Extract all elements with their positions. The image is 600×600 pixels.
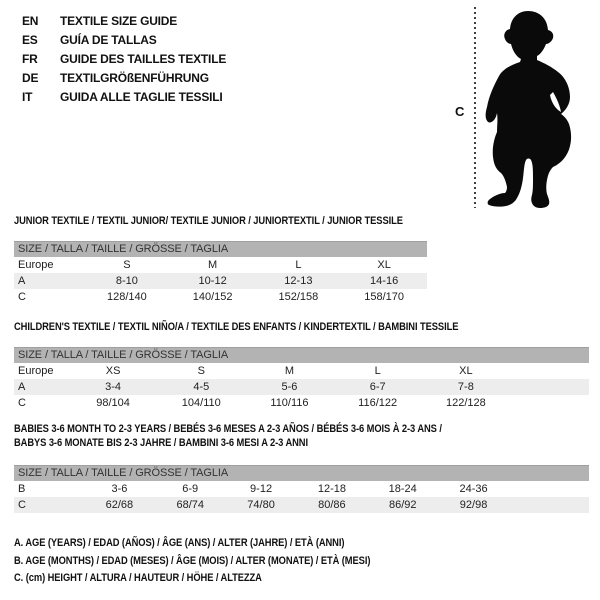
height-measure-dotted-line: [474, 7, 476, 208]
language-row: [22, 30, 226, 49]
row-label-cell: A: [18, 381, 26, 393]
language-title-block: [22, 11, 226, 106]
language-row: [22, 49, 226, 68]
height-measure-label: C: [455, 104, 465, 119]
value-cell: 68/74: [176, 499, 204, 511]
value-cell: L: [295, 259, 302, 271]
section-title-line: CHILDREN'S TEXTILE / TEXTIL NIÑO/A / TEXTILE DES ENFANTS / KINDERTEXTIL / BAMBINI TESSILE: [14, 321, 459, 333]
value-cell: M: [208, 259, 218, 271]
legend-block: [14, 535, 433, 588]
spacer-cell: [510, 379, 589, 395]
value-cell: 9-12: [250, 483, 273, 495]
table-row: [14, 481, 589, 497]
language-code: FR: [22, 51, 38, 66]
section-title-line: BABYS 3-6 MONATE BIS 2-3 JAHRE / BAMBINI 3-6 MESI A 2-3 ANNI: [14, 436, 308, 449]
section-title-line: JUNIOR TEXTILE / TEXTIL JUNIOR/ TEXTILE JUNIOR / JUNIORTEXTIL / JUNIOR TESSILE: [14, 215, 403, 227]
language-code: DE: [22, 70, 39, 85]
section-title-line: BABIES 3-6 MONTH TO 2-3 YEARS / BEBÉS 3-6 MESES A 2-3 AÑOS / BÉBÉS 3-6 MOIS À 2-3 ANS /: [14, 423, 442, 435]
value-cell: 110/116: [270, 397, 309, 409]
value-cell: 4-5: [193, 381, 210, 393]
language-code: ES: [22, 32, 38, 47]
section-title: [14, 321, 537, 335]
table-row: [14, 289, 427, 305]
spacer-cell: [510, 395, 589, 411]
value-cell: 116/122: [358, 397, 398, 409]
value-cell: 122/128: [445, 397, 486, 409]
baby-silhouette-icon: [484, 8, 576, 208]
legend-line: B. AGE (MONTHS) / EDAD (MESES) / ÂGE (MOIS) / ALTER (MONATE) / ETÀ (MESI): [14, 554, 371, 567]
value-cell: M: [284, 365, 295, 377]
value-cell: 8-10: [115, 275, 138, 287]
value-cell: 74/80: [247, 499, 275, 511]
value-cell: 6-9: [182, 483, 199, 495]
language-title: GUIDA ALLE TAGLIE TESSILI: [60, 89, 223, 104]
spacer-cell: [509, 497, 589, 513]
size-data-table: [14, 257, 427, 305]
value-cell: 62/68: [105, 499, 134, 511]
spacer-cell: [509, 481, 589, 497]
language-code: EN: [22, 13, 39, 28]
value-cell: XL: [459, 365, 473, 377]
spacer-cell: [510, 363, 589, 379]
value-cell: 12-18: [317, 483, 346, 495]
row-label-cell: Europe: [18, 259, 54, 271]
row-label-cell: C: [18, 397, 26, 409]
value-cell: 140/152: [192, 291, 233, 303]
legend-line: C. (cm) HEIGHT / ALTURA / HAUTEUR / HÖHE / ALTEZZA: [14, 572, 262, 584]
value-cell: 7-8: [457, 381, 474, 393]
value-cell: 3-6: [111, 483, 128, 495]
value-cell: 24-36: [459, 483, 488, 495]
value-cell: XS: [105, 365, 121, 377]
row-label-cell: Europe: [18, 365, 54, 377]
language-row: [22, 11, 226, 30]
value-cell: 152/158: [278, 291, 319, 303]
value-cell: 18-24: [388, 483, 417, 495]
value-cell: 92/98: [459, 499, 488, 511]
value-cell: 14-16: [370, 275, 399, 287]
legend-line: A. AGE (YEARS) / EDAD (AÑOS) / ÂGE (ANS) / ALTER (JAHRE) / ETÀ (ANNI): [14, 537, 345, 549]
language-code: IT: [22, 89, 33, 104]
row-label-cell: C: [18, 499, 26, 511]
value-cell: 5-6: [281, 381, 298, 393]
value-cell: 3-4: [105, 381, 122, 393]
table-row: [14, 363, 589, 379]
value-cell: 10-12: [198, 275, 227, 287]
value-cell: 6-7: [369, 381, 386, 393]
language-title: TEXTILGRÖßENFÜHRUNG: [60, 70, 209, 85]
size-table: [14, 465, 589, 513]
value-cell: 128/140: [106, 291, 147, 303]
language-title: TEXTILE SIZE GUIDE: [60, 13, 178, 28]
size-data-table: [14, 481, 589, 513]
language-row: [22, 68, 226, 87]
value-cell: 12-13: [284, 275, 313, 287]
size-header-bar: SIZE / TALLA / TAILLE / GRÖSSE / TAGLIA: [14, 347, 589, 363]
value-cell: XL: [377, 259, 391, 271]
size-header-bar: SIZE / TALLA / TAILLE / GRÖSSE / TAGLIA: [14, 465, 589, 481]
size-table: [14, 241, 427, 305]
table-row: [14, 395, 589, 411]
value-cell: L: [374, 365, 381, 377]
size-data-table: [14, 363, 589, 411]
value-cell: 104/110: [181, 397, 221, 409]
value-cell: S: [123, 259, 131, 271]
section-title: [14, 423, 517, 450]
value-cell: 86/92: [388, 499, 417, 511]
section-title: [14, 215, 472, 229]
language-row: [22, 87, 226, 106]
table-row: [14, 273, 427, 289]
table-row: [14, 379, 589, 395]
value-cell: 80/86: [318, 499, 346, 511]
value-cell: S: [197, 365, 205, 377]
size-table: [14, 347, 589, 411]
language-title: GUÍA DE TALLAS: [60, 32, 157, 47]
language-title: GUIDE DES TAILLES TEXTILE: [60, 51, 227, 66]
value-cell: 158/170: [364, 291, 404, 303]
value-cell: 98/104: [96, 397, 130, 409]
size-header-bar: SIZE / TALLA / TAILLE / GRÖSSE / TAGLIA: [14, 241, 427, 257]
row-label-cell: C: [18, 291, 26, 303]
table-row: [14, 497, 589, 513]
table-row: [14, 257, 427, 273]
row-label-cell: A: [18, 275, 26, 287]
row-label-cell: B: [18, 483, 26, 495]
